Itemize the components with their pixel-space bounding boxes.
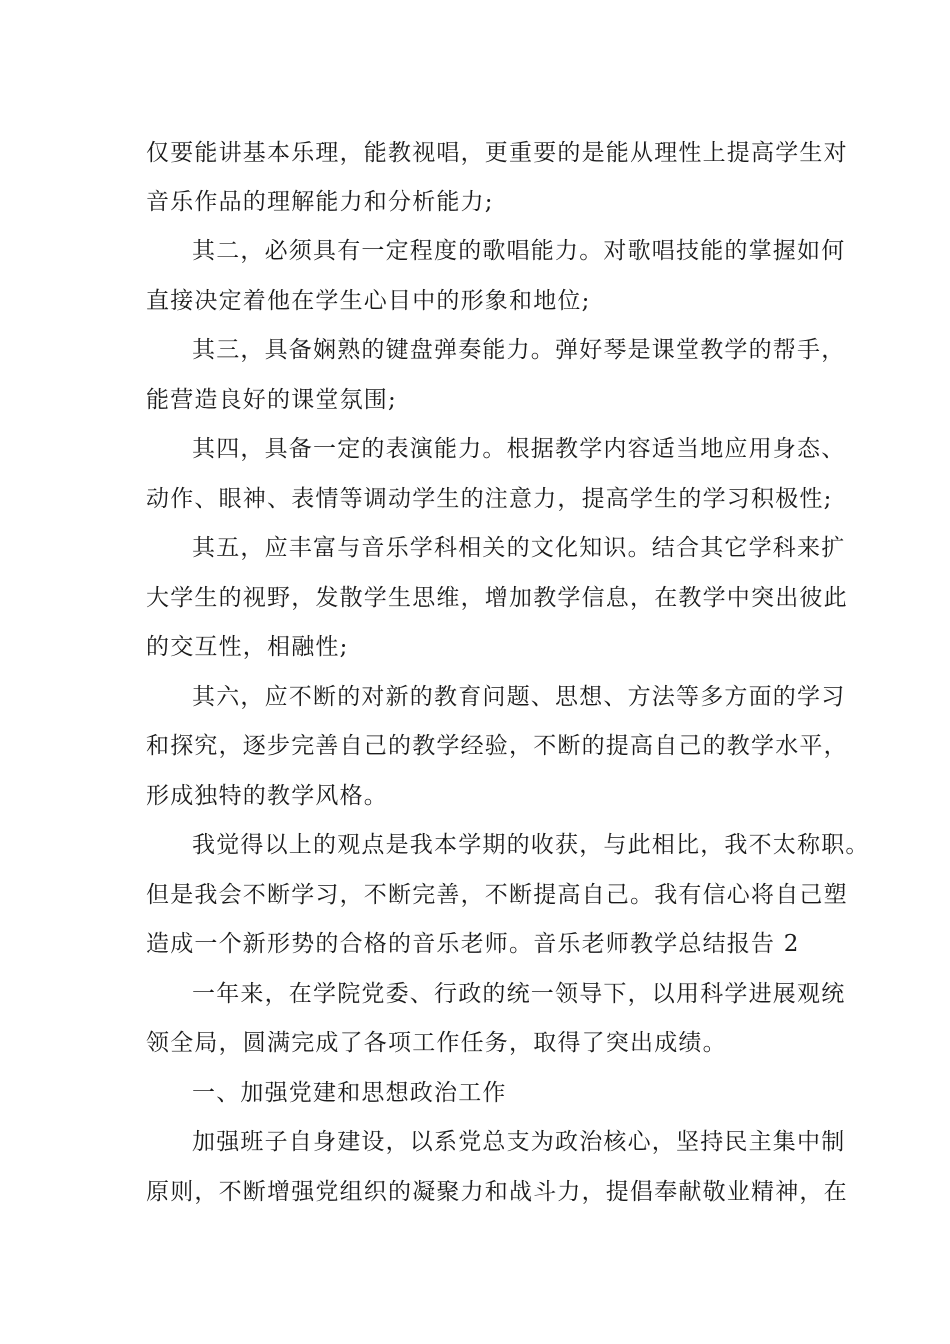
section-heading: 一、加强党建和思想政治工作 [192, 1080, 507, 1106]
text-line: 和探究，逐步完善自己的教学经验，不断的提高自己的教学水平， [146, 733, 848, 759]
text-line: 其五，应丰富与音乐学科相关的文化知识。结合其它学科来扩 [192, 535, 846, 561]
text-line: 大学生的视野，发散学生思维，增加教学信息，在教学中突出彼此 [146, 585, 848, 611]
text-line: 领全局，圆满完成了各项工作任务，取得了突出成绩。 [146, 1030, 727, 1056]
text-line: 原则，不断增强党组织的凝聚力和战斗力，提倡奉献敬业精神，在 [146, 1179, 848, 1205]
text-line: 形成独特的教学风格。 [146, 783, 388, 809]
text-line: 其六，应不断的对新的教育问题、思想、方法等多方面的学习 [192, 684, 846, 710]
text-line: 造成一个新形势的合格的音乐老师。音乐老师教学总结报告 2 [146, 931, 800, 957]
text-line: 其三，具备娴熟的键盘弹奏能力。弹好琴是课堂教学的帮手， [192, 337, 846, 363]
text-line: 一年来，在学院党委、行政的统一领导下，以用科学进展观统 [192, 981, 846, 1007]
text-line: 我觉得以上的观点是我本学期的收获，与此相比，我不太称职。 [192, 832, 870, 858]
text-line: 动作、眼神、表情等调动学生的注意力，提高学生的学习积极性; [146, 486, 833, 512]
text-line: 其四，具备一定的表演能力。根据教学内容适当地应用身态、 [192, 436, 846, 462]
text-line: 音乐作品的理解能力和分析能力; [146, 189, 494, 215]
text-line: 的交互性，相融性; [146, 634, 349, 660]
text-line: 能营造良好的课堂氛围; [146, 387, 397, 413]
text-line: 仅要能讲基本乐理，能教视唱，更重要的是能从理性上提高学生对 [146, 140, 848, 166]
text-line: 加强班子自身建设，以系党总支为政治核心，坚持民主集中制 [192, 1129, 846, 1155]
text-line: 直接决定着他在学生心目中的形象和地位; [146, 288, 591, 314]
text-line: 但是我会不断学习，不断完善，不断提高自己。我有信心将自己塑 [146, 882, 848, 908]
text-line: 其二，必须具有一定程度的歌唱能力。对歌唱技能的掌握如何 [192, 238, 846, 264]
